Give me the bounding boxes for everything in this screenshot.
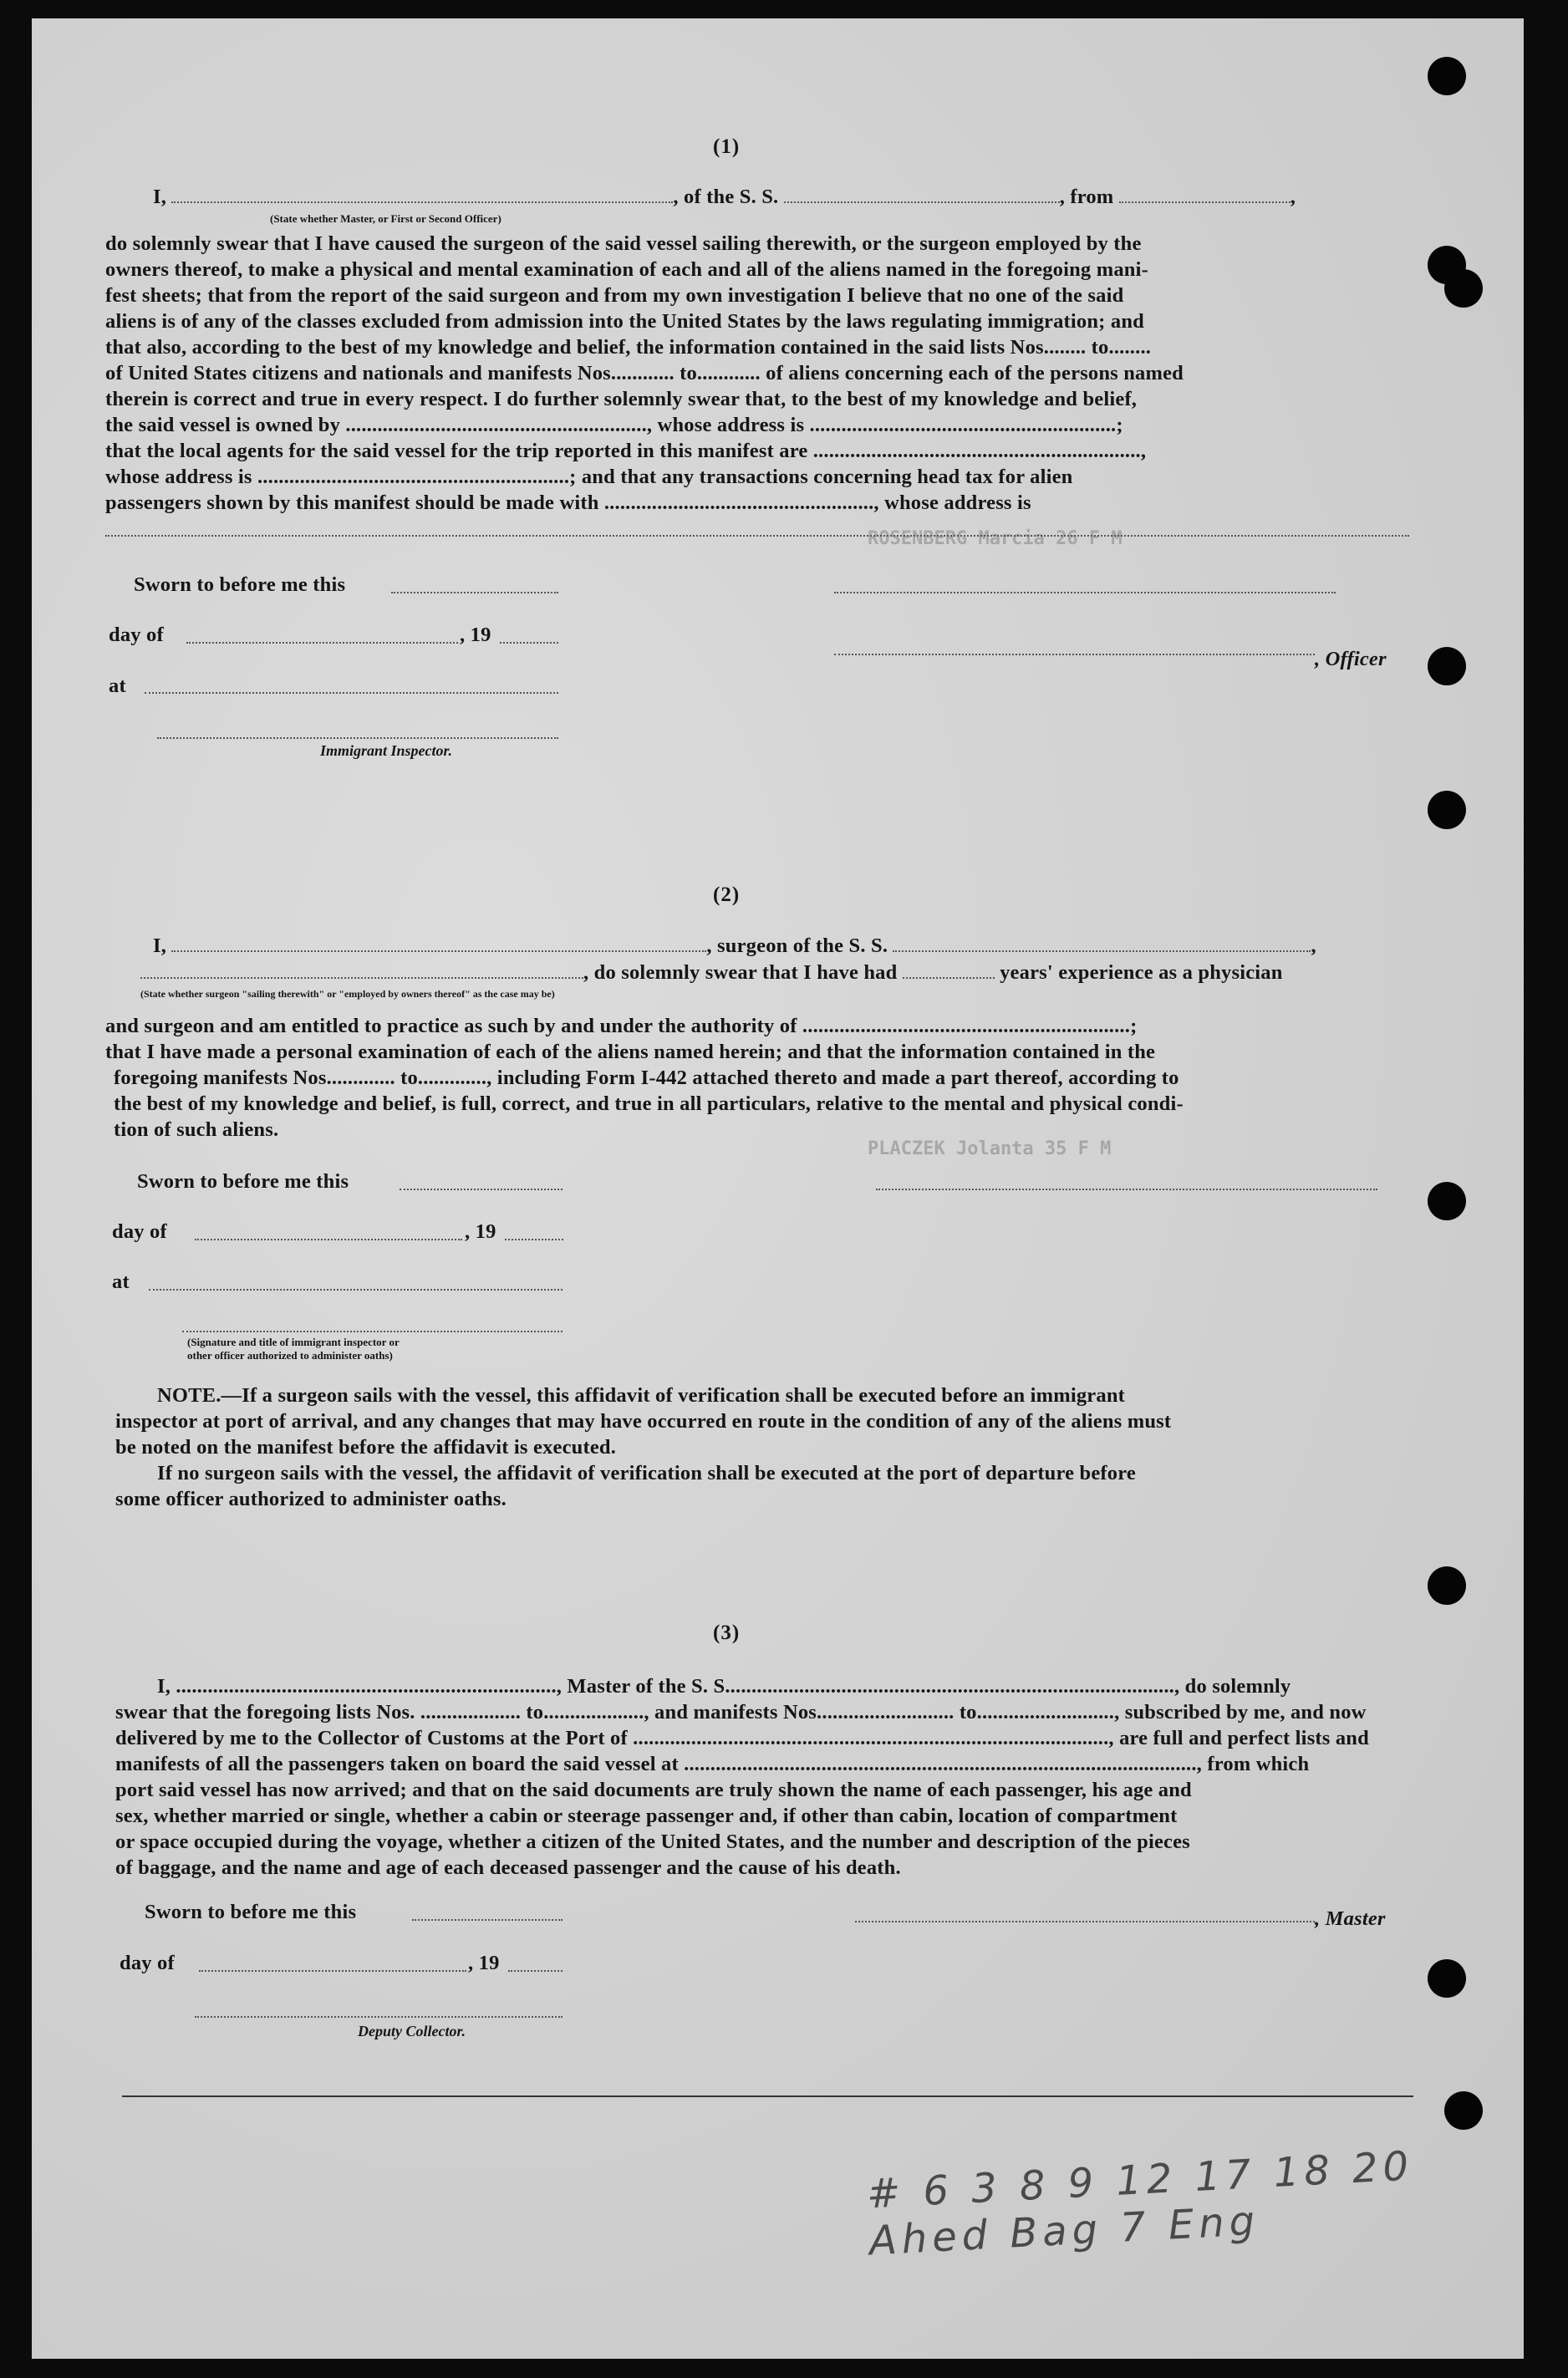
binder-hole [1428,1959,1466,1998]
note-line: NOTE.—If a surgeon sails with the vessel, this affidavit of verification shall be executed before an immigrant [157,1384,1126,1407]
year-label: , 19 [460,624,491,646]
oath-paragraph-line: passengers shown by this manifest should be made with ..................................................., whose address is [105,491,1031,514]
fill-in-blank[interactable] [500,642,558,644]
oath-prefix: I, [153,934,167,957]
document-sheet [32,18,1524,2359]
fill-in-blank[interactable] [149,1289,563,1291]
oath-paragraph-line: or space occupied during the voyage, whether a citizen of the United States, and the number and description of the pieces [115,1831,1190,1853]
oath-text: , from [1059,186,1114,208]
note-line: inspector at port of arrival, and any changes that may have occurred en route in the condition of any of the aliens must [115,1410,1172,1433]
fill-in-blank[interactable] [195,1239,462,1240]
day-of-label: day of [109,624,164,646]
oath-paragraph-line: of United States citizens and nationals and manifests Nos............ to............ of aliens concerning each of the persons named [105,362,1184,384]
bleed-through-text: PLACZEK Jolanta 35 F M [868,1138,1112,1159]
section-number: (2) [713,883,741,906]
year-label: , 19 [468,1952,500,1974]
fill-in-blank[interactable] [140,962,583,979]
oath-paragraph-line: sex, whether married or single, whether a cabin or steerage passenger and, if other than cabin, location of compartment [115,1805,1178,1827]
fill-in-blank[interactable] [893,935,1311,952]
fill-in-blank[interactable] [186,642,458,644]
oath-paragraph-line: and surgeon and am entitled to practice as such by and under the authority of ..............................................................; [105,1015,1138,1037]
oath-line [153,186,1296,209]
binder-hole [1428,1566,1466,1605]
inspector-signature-line[interactable] [182,1331,563,1332]
oath-paragraph-line: delivered by me to the Collector of Customs at the Port of .........................................................................................., are full and perfect lists and [115,1727,1369,1749]
fill-in-blank[interactable] [171,935,706,952]
oath-paragraph-line: foregoing manifests Nos............. to............., including Form I-442 attached thereto and made a part thereof, according to [114,1067,1179,1089]
inspector-signature-line[interactable] [157,737,558,739]
binder-hole [1444,2091,1483,2130]
sworn-label: Sworn to before me this [134,573,346,596]
oath-paragraph-line: that I have made a personal examination of each of the aliens named herein; and that the information contained in the [105,1041,1156,1063]
handwritten-annotation: # 6 3 8 9 12 17 18 20 Ahed Bag 7 Eng [865,2142,1415,2265]
oath-paragraph-line: owners thereof, to make a physical and mental examination of each and all of the aliens named in the foregoing mani- [105,258,1148,281]
fill-in-blank[interactable] [505,1239,563,1240]
binder-hole [1428,57,1466,95]
oath-paragraph-line: that also, according to the best of my knowledge and belief, the information contained in the said lists Nos........ to........ [105,336,1152,359]
field-caption: (State whether Master, or First or Second Officer) [270,212,501,225]
punctuation: , [1311,934,1316,957]
section-number: (1) [713,135,741,158]
oath-text: years' experience as a physician [1000,961,1283,984]
section-number: (3) [713,1622,741,1644]
oath-paragraph-line: whose address is ...........................................................; and that any transactions concerning head tax for alien [105,466,1073,488]
fill-in-blank[interactable] [903,962,995,979]
oath-paragraph-line: the best of my knowledge and belief, is full, correct, and true in all particulars, relative to the mental and physical condi- [114,1092,1184,1115]
fill-in-blank[interactable] [171,186,673,203]
oath-text: , surgeon of the S. S. [706,934,888,957]
oath-paragraph-line: therein is correct and true in every respect. I do further solemnly swear that, to the best of my knowledge and belief, [105,388,1138,410]
binder-hole [1428,1182,1466,1220]
oath-text: , of the S. S. [673,186,779,208]
sworn-label: Sworn to before me this [145,1901,357,1923]
fill-in-blank[interactable] [1119,186,1291,203]
fill-in-blank[interactable] [784,186,1060,203]
master-signature-line[interactable] [855,1921,1315,1922]
oath-paragraph-line: of baggage, and the name and age of each deceased passenger and the cause of his death. [115,1856,901,1879]
note-line: be noted on the manifest before the affidavit is executed. [115,1436,617,1459]
oath-paragraph-line: swear that the foregoing lists Nos. ................... to..................., and manifests Nos.......................... to.........................., subscribed by me, and now [115,1701,1367,1724]
oath-paragraph-line: aliens is of any of the classes excluded from admission into the United States by the laws regulating immigration; and [105,310,1144,333]
day-of-label: day of [112,1220,167,1243]
field-caption: other officer authorized to administer oaths) [187,1349,393,1362]
collector-label: Deputy Collector. [358,2023,466,2039]
oath-paragraph-line: the said vessel is owned by ........................................................., whose address is ..........................................................; [105,414,1123,436]
fill-in-blank[interactable] [412,1919,563,1921]
fill-in-blank[interactable] [199,1970,466,1972]
oath-text: , do solemnly swear that I have had [583,961,898,984]
field-caption: (Signature and title of immigrant inspector or [187,1336,400,1348]
binder-hole [1444,269,1483,308]
oath-paragraph-line: that the local agents for the said vessel for the trip reported in this manifest are .............................................................., [105,440,1147,462]
oath-paragraph-line: do solemnly swear that I have caused the surgeon of the said vessel sailing therewith, or the surgeon employed by the [105,232,1142,255]
punctuation: , [1290,186,1296,208]
sworn-label: Sworn to before me this [137,1170,349,1193]
divider-line [122,2095,1413,2097]
bleed-through-text: ROSENBERG Marcia 26 F M [868,528,1123,549]
oath-line [140,961,1283,985]
fill-in-blank[interactable] [145,692,558,694]
year-label: , 19 [465,1220,496,1243]
at-label: at [109,675,126,697]
fill-in-blank[interactable] [391,592,558,593]
binder-hole [1428,647,1466,685]
officer-signature-line[interactable] [834,654,1315,655]
oath-paragraph-line: tion of such aliens. [114,1118,279,1141]
fill-in-blank[interactable] [105,535,1409,537]
oath-paragraph-line: port said vessel has now arrived; and that on the said documents are truly shown the name of each passenger, his age and [115,1779,1192,1801]
oath-prefix: I, [153,186,167,208]
oath-paragraph-line: fest sheets; that from the report of the said surgeon and from my own investigation I believe that no one of the said [105,284,1124,307]
fill-in-blank[interactable] [508,1970,563,1972]
inspector-label: Immigrant Inspector. [320,742,453,759]
master-label: , Master [1315,1907,1386,1930]
note-line: If no surgeon sails with the vessel, the affidavit of verification shall be executed at the port of departure before [157,1462,1136,1484]
oath-line [153,934,1316,958]
fill-in-blank[interactable] [876,1189,1377,1190]
at-label: at [112,1270,130,1293]
collector-signature-line[interactable] [195,2016,563,2018]
fill-in-blank[interactable] [834,592,1336,593]
binder-hole [1428,791,1466,829]
officer-label: , Officer [1315,648,1387,670]
note-line: some officer authorized to administer oaths. [115,1488,507,1510]
day-of-label: day of [120,1952,175,1974]
oath-paragraph-line: I, ........................................................................, Master of the S. S....................................................................................., do solemnly [157,1675,1291,1698]
fill-in-blank[interactable] [400,1189,563,1190]
field-caption: (State whether surgeon "sailing therewith" or "employed by owners thereof" as the case may be) [140,988,555,1000]
oath-paragraph-line: manifests of all the passengers taken on board the said vessel at ................................................................................................., from which [115,1753,1310,1775]
